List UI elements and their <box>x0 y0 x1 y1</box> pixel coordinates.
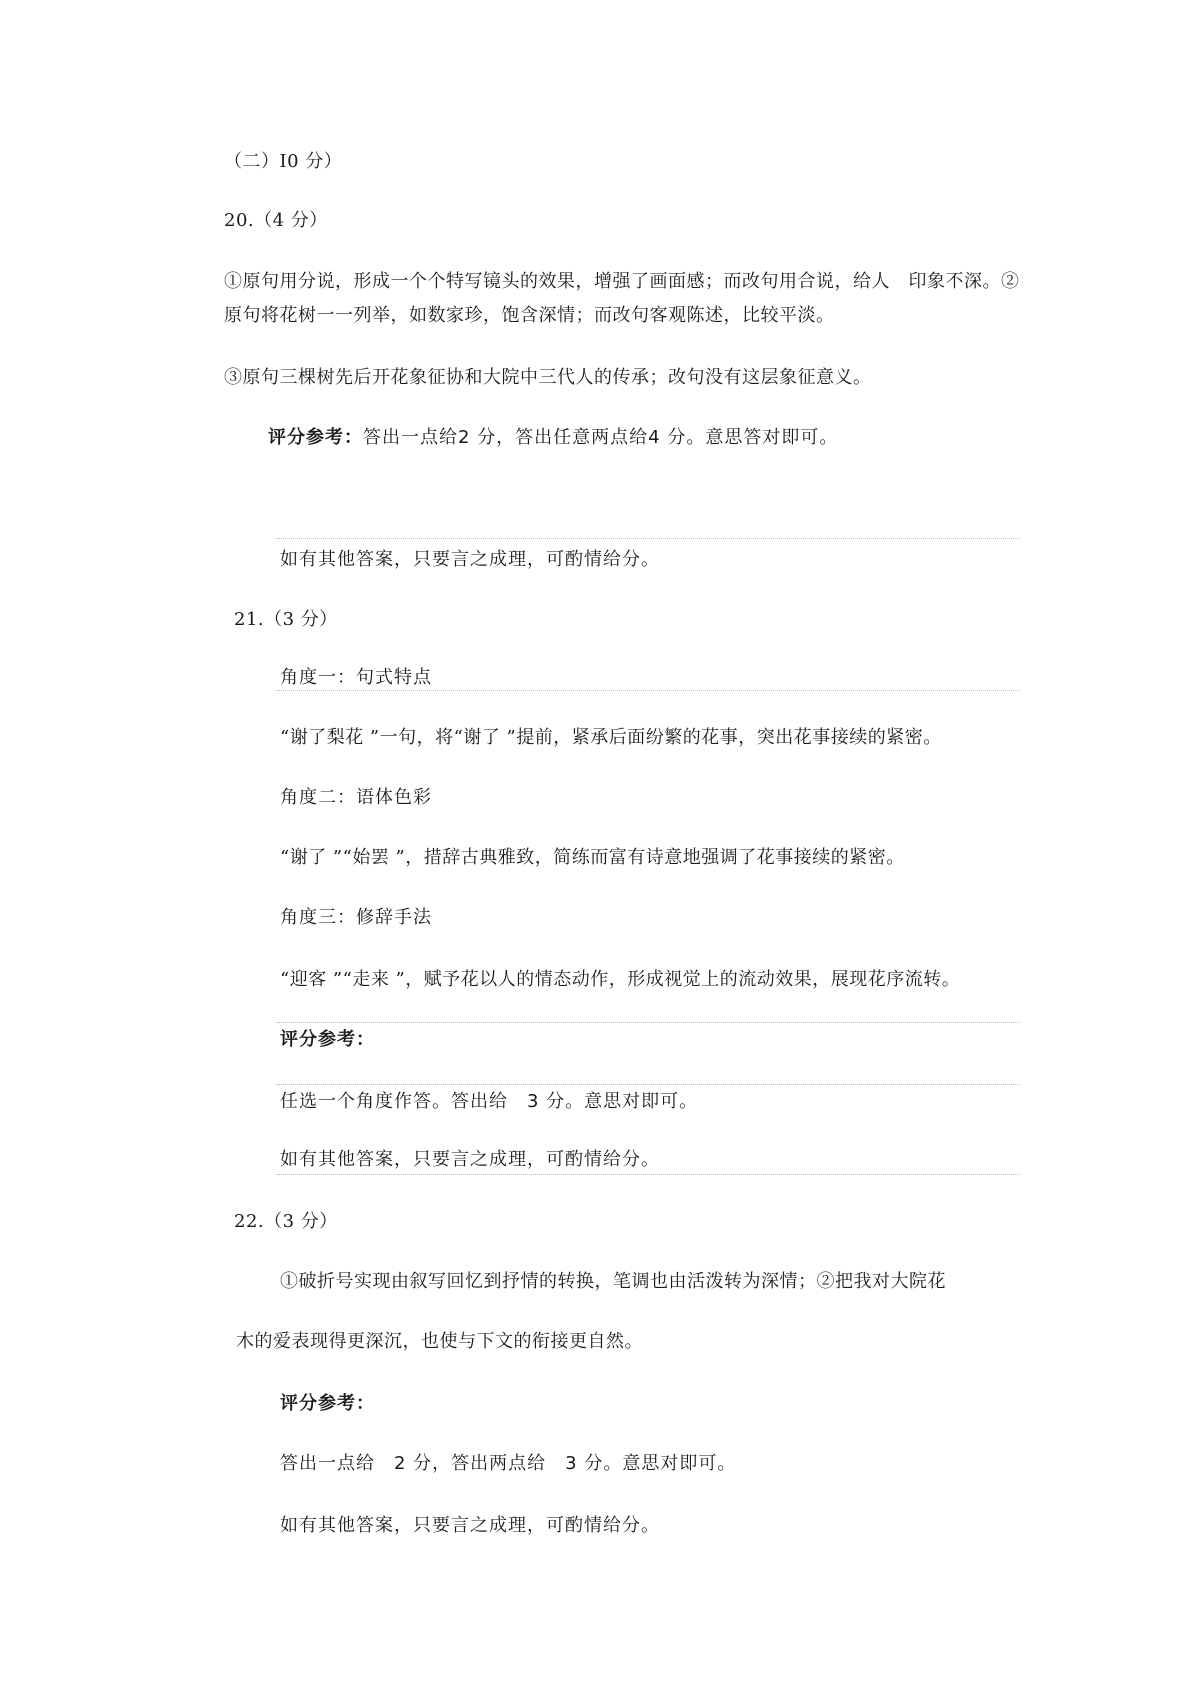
q21-other-answers: 如有其他答案，只要言之成理，可酌情给分。 <box>280 1149 660 1170</box>
q21-angle1-title: 角度一：句式特点 <box>280 667 432 688</box>
q20-scoring-text: 答出一点给2 分，答出任意两点给4 分。意思答对即可。 <box>363 427 839 448</box>
q20-scoring <box>268 426 838 450</box>
q20-scoring-label: 评分参考： <box>268 427 363 448</box>
q21-angle3-title: 角度三：修辞手法 <box>280 907 432 928</box>
q20-answer-line1: ①原句用分说，形成一个个特写镜头的效果，增强了画面感；而改句用合说，给人 印象不深。② <box>224 271 1020 292</box>
q20-answer-line3: ③原句三棵树先后开花象征协和大院中三代人的传承；改句没有这层象征意义。 <box>224 367 872 388</box>
q22-scoring-label: 评分参考： <box>280 1393 375 1414</box>
q22-heading: 22.（3 分） <box>234 1211 338 1232</box>
q21-scoring-label: 评分参考： <box>280 1029 375 1050</box>
section-header: （二）I0 分） <box>224 151 343 172</box>
q21-angle2-title: 角度二：语体色彩 <box>280 787 432 808</box>
q21-scoring-text: 任选一个角度作答。答出给 3 分。意思对即可。 <box>280 1091 699 1112</box>
dotted-divider <box>276 690 1020 691</box>
q21-angle1-text: “谢了梨花 ”一句，将“谢了 ”提前，紧承后面纷繁的花事，突出花事接续的紧密。 <box>280 727 942 748</box>
q20-other-answers: 如有其他答案，只要言之成理，可酌情给分。 <box>280 549 660 570</box>
dotted-divider <box>276 1174 1020 1175</box>
q21-heading: 21.（3 分） <box>234 609 338 630</box>
q20-answer-line2: 原句将花树一一列举，如数家珍，饱含深情；而改句客观陈述，比较平淡。 <box>224 305 835 326</box>
q22-other-answers: 如有其他答案，只要言之成理，可酌情给分。 <box>280 1515 660 1536</box>
q22-scoring-text: 答出一点给 2 分，答出两点给 3 分。意思对即可。 <box>280 1453 737 1474</box>
dotted-divider <box>276 1084 1020 1085</box>
q22-answer-line1: ①破折号实现由叙写回忆到抒情的转换，笔调也由活泼转为深情；②把我对大院花 <box>280 1271 946 1292</box>
dotted-divider <box>276 1022 1020 1023</box>
q22-answer-line2: 木的爱表现得更深沉，也使与下文的衔接更自然。 <box>236 1331 643 1352</box>
dotted-divider <box>276 538 1020 539</box>
q20-heading: 20.（4 分） <box>224 210 328 231</box>
q21-angle3-text: “迎客 ”“走来 ”，赋予花以人的情态动作，形成视觉上的流动效果，展现花序流转。 <box>280 969 961 990</box>
q21-angle2-text: “谢了 ”“始罢 ”，措辞古典雅致，简练而富有诗意地强调了花事接续的紧密。 <box>280 847 905 868</box>
